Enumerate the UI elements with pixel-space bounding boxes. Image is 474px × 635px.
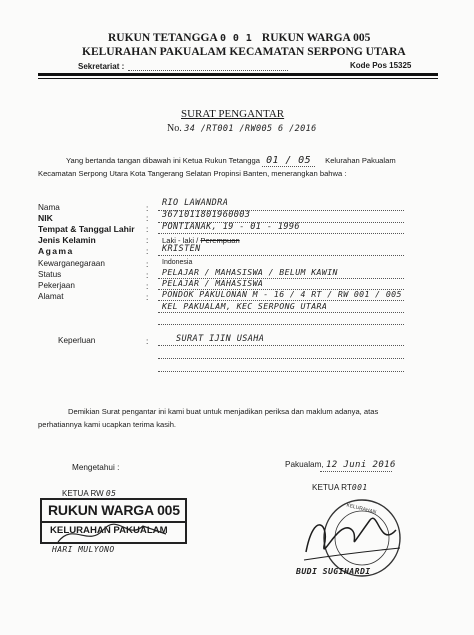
letterhead-kelurahan: KELURAHAN PAKUALAM KECAMATAN SERPONG UTARA: [82, 46, 406, 58]
colon-jk: :: [146, 235, 149, 245]
colon-pekerjaan: :: [146, 281, 149, 291]
date-place: Pakualam,: [285, 460, 324, 469]
postal-code: Kode Pos 15325: [350, 61, 412, 70]
label-status: Status: [38, 270, 62, 279]
value-kewarganegaraan: Indonesia: [162, 259, 193, 266]
rw-label: RUKUN WARGA: [261, 32, 351, 44]
colon-agama: :: [146, 246, 149, 256]
rw-stamp-line2: KELURAHAN PAKUALAM: [50, 525, 168, 536]
secretariat-line: [128, 70, 288, 71]
colon-status: :: [146, 270, 149, 280]
colon-nama: :: [146, 203, 149, 213]
line-agama: [158, 255, 404, 256]
label-kewarganegaraan: Kewarganegaraan: [38, 259, 105, 268]
letterhead-rule-thin: [38, 78, 438, 79]
rw-stamp-line1: RUKUN WARGA 005: [48, 502, 180, 518]
letter-number: [167, 123, 317, 134]
value-ttl: PONTIANAK, 19 - 01 - 1996: [162, 222, 300, 232]
rw-number: 005: [353, 32, 371, 44]
line-alamat-3: [158, 324, 404, 325]
value-jk-male: Laki - laki /: [162, 236, 199, 245]
rt-label: RUKUN TETANGGA: [108, 32, 218, 44]
ketua-rw-number: 05: [105, 489, 117, 498]
label-nama: Nama: [38, 203, 60, 212]
label-pekerjaan: Pekerjaan: [38, 281, 75, 290]
label-agama: Agama: [38, 246, 74, 256]
label-keperluan: Keperluan: [58, 336, 96, 345]
line-ttl: [158, 233, 404, 234]
value-alamat-line1: PONDOK PAKULONAN M - 16 / 4 RT / RW 001 / 005: [162, 289, 402, 299]
value-status: PELAJAR / MAHASISWA / BELUM KAWIN: [162, 267, 338, 277]
ketua-rt-label: KETUA RT: [312, 483, 352, 492]
line-alamat-2: [158, 312, 404, 313]
letter-number-prefix: No.: [167, 123, 182, 134]
value-nik: 3671011801960003: [162, 210, 251, 220]
rt-stamp-ring-text: KELURAHAN: [345, 502, 377, 516]
colon-keperluan: :: [146, 336, 149, 346]
value-pekerjaan: PELAJAR / MAHASISWA: [162, 278, 264, 288]
rt-number: 0 0 1: [220, 33, 253, 44]
date-line: [285, 460, 396, 470]
colon-ttl: :: [146, 224, 149, 234]
letterhead-rt: [108, 32, 370, 44]
closing-line-1: Demikian Surat pengantar ini kami buat untuk menjadikan periksa dan maklum adanya, atas: [68, 407, 379, 416]
line-keperluan-1: [158, 345, 404, 346]
letterhead-rule-thick: [38, 73, 438, 76]
colon-nik: :: [146, 213, 149, 223]
line-keperluan-2: [158, 358, 404, 359]
label-jk: Jenis Kelamin: [38, 235, 96, 245]
intro-line-2: Kecamatan Serpong Utara Kota Tangerang Selatan Propinsi Banten, menerangkan bahwa :: [38, 169, 347, 178]
intro-text-1: Yang bertanda tangan dibawah ini Ketua Rukun Tetangga: [66, 156, 260, 165]
letter-title: SURAT PENGANTAR: [181, 108, 285, 120]
label-ttl: Tempat & Tanggal Lahir: [38, 224, 135, 234]
letter-number-value: 34 /RT001 /RW005 6 /2016: [184, 124, 317, 134]
intro-text-2: Kelurahan Pakualam: [325, 156, 396, 165]
date-underline: [320, 471, 392, 472]
value-agama: KRISTEN: [162, 244, 201, 254]
label-alamat: Alamat: [38, 292, 64, 301]
colon-kewarganegaraan: :: [146, 259, 149, 269]
value-alamat-line2: KEL PAKUALAM, KEC SERPONG UTARA: [162, 301, 328, 311]
ketua-rw-line: [62, 489, 116, 498]
intro-line-1: [66, 155, 396, 167]
secretariat-label: Sekretariat :: [78, 62, 125, 71]
closing-line-2: perhatiannya kami ucapkan terima kasih.: [38, 420, 177, 429]
intro-rt-rw: 01 / 05: [262, 155, 315, 167]
value-jk-female: Perempuan: [200, 236, 240, 245]
rt-signer-name: BUDI SUGIHARDI: [296, 566, 371, 576]
ketua-rw-label: KETUA RW: [62, 489, 104, 498]
line-keperluan-3: [158, 371, 404, 372]
label-nik: NIK: [38, 213, 53, 223]
colon-alamat: :: [146, 292, 149, 302]
rw-signer-name: HARI MULYONO: [52, 545, 115, 554]
mengetahui-label: Mengetahui :: [72, 463, 120, 472]
value-keperluan: SURAT IJIN USAHA: [176, 334, 265, 344]
date-value: 12 Juni 2016: [325, 460, 396, 470]
ketua-rt-number: 001: [351, 483, 368, 492]
value-nama: RIO LAWANDRA: [162, 198, 229, 208]
